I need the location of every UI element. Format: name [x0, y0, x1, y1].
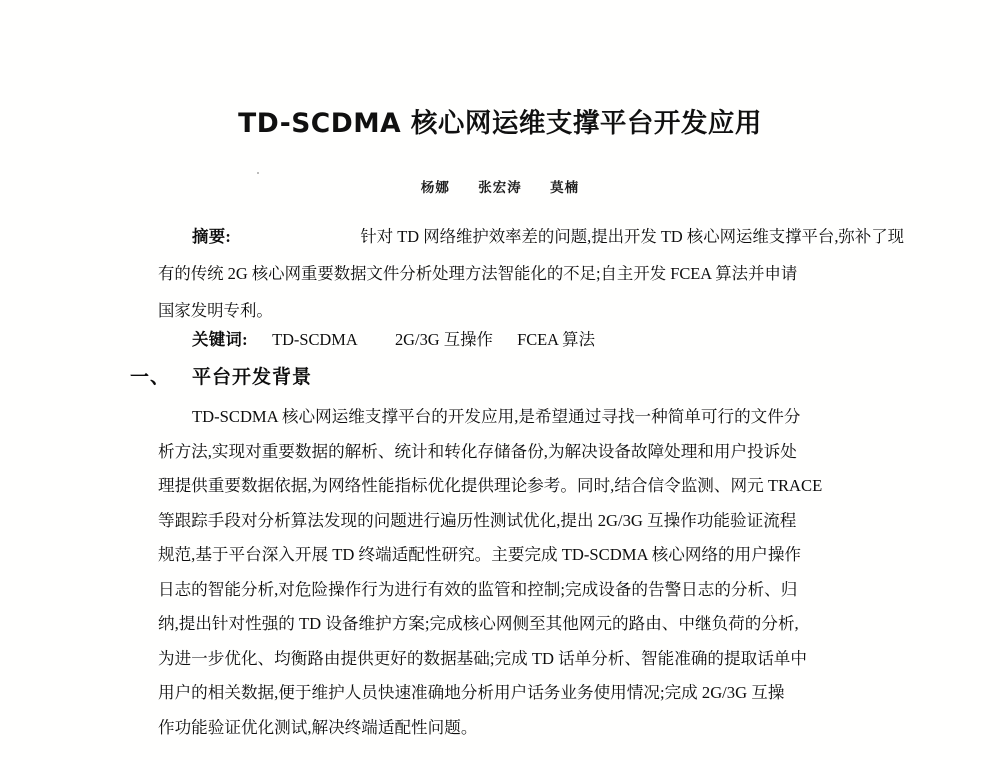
section-title: 平台开发背景: [192, 366, 313, 388]
keywords-line: [158, 325, 904, 355]
body-line-5: 规范,基于平台深入开展 TD 终端适配性研究。主要完成 TD-SCDMA 核心网络的用户操作: [158, 545, 802, 564]
keyword-item-1: TD-SCDMA: [272, 330, 357, 349]
abstract-line-3: 国家发明专利。: [158, 301, 273, 320]
section-number: 一、: [130, 366, 171, 388]
body-line-6: 日志的智能分析,对危险操作行为进行有效的监管和控制;完成设备的告警日志的分析、归: [158, 579, 798, 599]
abstract-line-2: 有的传统 2G 核心网重要数据文件分析处理方法智能化的不足;自主开发 FCEA 算法并申请: [158, 264, 798, 283]
author-3: 莫楠: [550, 180, 580, 196]
body-line-7: 纳,提出针对性强的 TD 设备维护方案;完成核心网侧至其他网元的路由、中继负荷的分析,: [158, 614, 799, 633]
page-title: TD-SCDMA 核心网运维支撑平台开发应用: [238, 108, 762, 139]
abstract-line-1: [158, 222, 904, 252]
author-list: [0, 176, 1000, 196]
body-line-9: 用户的相关数据,便于维护人员快速准确地分析用户话务业务使用情况;完成 2G/3G 互操: [158, 683, 785, 702]
body-line-8: 为进一步优化、均衡路由提供更好的数据基础;完成 TD 话单分析、智能准确的提取话单中: [158, 648, 807, 668]
section-heading: [130, 362, 312, 389]
body-line-1: TD-SCDMA 核心网运维支撑平台的开发应用,是希望通过寻找一种简单可行的文件分: [192, 407, 801, 426]
abstract-text-1: 针对 TD 网络维护效率差的问题,提出开发 TD 核心网运维支撑平台,弥补了现: [360, 227, 904, 246]
body-line-2: 析方法,实现对重要数据的解析、统计和转化存储备份,为解决设备故障处理和用户投诉处: [158, 441, 797, 461]
body-line-4: 等跟踪手段对分析算法发现的问题进行遍历性测试优化,提出 2G/3G 互操作功能验证流程: [158, 510, 797, 530]
keywords-label: 关键词:: [192, 330, 248, 349]
abstract-label: 摘要:: [192, 227, 232, 246]
body-line-3: 理提供重要数据依据,为网络性能指标优化提供理论参考。同时,结合信令监测、网元 TRACE: [158, 476, 823, 495]
author-2: 张宏涛: [478, 180, 522, 196]
author-1: 杨娜: [420, 180, 450, 196]
body-line-10: 作功能验证优化测试,解决终端适配性问题。: [158, 717, 478, 737]
scan-speck: [257, 172, 259, 174]
keyword-item-2: 2G/3G 互操作: [394, 330, 493, 349]
keyword-item-3: FCEA 算法: [517, 330, 595, 349]
